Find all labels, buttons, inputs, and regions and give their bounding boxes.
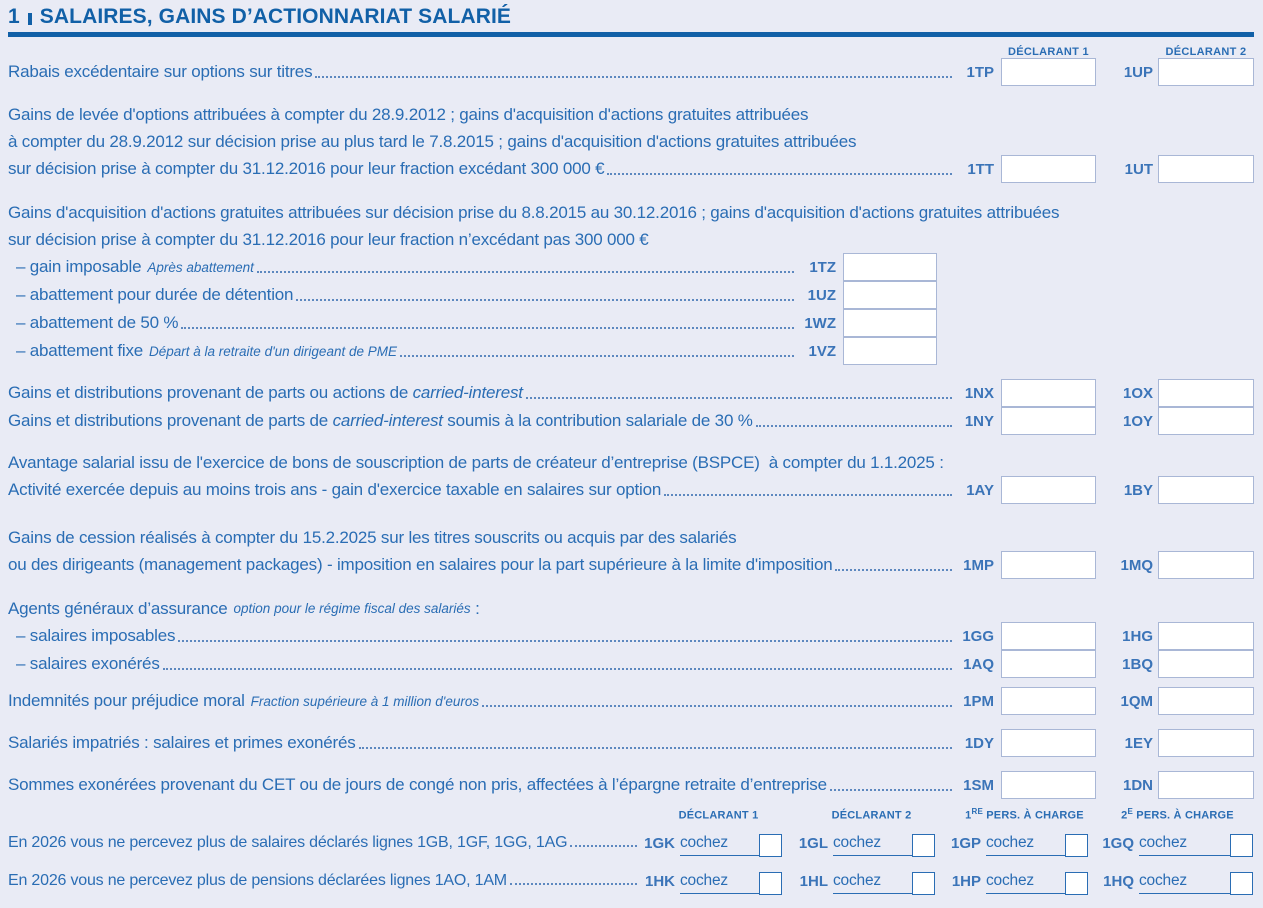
- field-code-1gg: 1GG: [962, 627, 994, 645]
- dotted-leader: [510, 883, 637, 885]
- checkbox-1hp[interactable]: [1065, 872, 1088, 895]
- field-code-1sm: 1SM: [963, 776, 994, 794]
- cochez-label: cochez: [833, 834, 881, 851]
- dotted-leader: [482, 705, 952, 707]
- dotted-leader: [315, 76, 952, 78]
- field-label: Indemnités pour préjudice moral: [8, 691, 245, 710]
- field-code-1gk: 1GK: [644, 835, 675, 852]
- cochez-label: cochez: [986, 834, 1034, 851]
- amount-box-1vz[interactable]: [843, 337, 937, 365]
- checkbox-1gk[interactable]: [759, 834, 782, 857]
- cochez-label: cochez: [1139, 872, 1187, 889]
- dotted-leader: [296, 299, 794, 301]
- amount-box-1mq[interactable]: [1158, 551, 1254, 579]
- amount-box-1wz[interactable]: [843, 309, 937, 337]
- field-code-1oy: 1OY: [1122, 412, 1153, 430]
- dotted-leader: [359, 747, 952, 749]
- checkbox-1gq[interactable]: [1230, 834, 1253, 857]
- dotted-leader: [570, 845, 637, 847]
- amount-box-1ey[interactable]: [1158, 729, 1254, 757]
- dotted-leader: [756, 425, 952, 427]
- field-row-1tp: [8, 58, 1254, 86]
- field-code-1ey: 1EY: [1124, 734, 1153, 752]
- cochez-label: cochez: [680, 872, 728, 889]
- cell-1gq: [1101, 834, 1254, 857]
- field-row-1sm: [8, 771, 1254, 799]
- field-row-1vz: [8, 337, 937, 365]
- field-label: – salaires exonérés: [16, 654, 160, 673]
- cell-1hp: [948, 872, 1101, 895]
- checkbox-1gp[interactable]: [1065, 834, 1088, 857]
- field-code-1pm: 1PM: [963, 692, 994, 710]
- field-code-1tp: 1TP: [966, 63, 994, 81]
- amount-box-1uz[interactable]: [843, 281, 937, 309]
- amount-box-1ny[interactable]: [1001, 407, 1096, 435]
- field-code-1hp: 1HP: [951, 873, 981, 890]
- amount-box-1pm[interactable]: [1001, 687, 1096, 715]
- amount-box-1gg[interactable]: [1001, 622, 1096, 650]
- amount-box-1dn[interactable]: [1158, 771, 1254, 799]
- field-row-1tt: [8, 155, 1254, 183]
- dotted-leader: [181, 327, 794, 329]
- field-row-1tz: [8, 253, 937, 281]
- bottom-column-headers: [8, 807, 1254, 822]
- amount-box-1tp[interactable]: [1001, 58, 1096, 86]
- field-row-1pm: [8, 687, 1254, 715]
- column-headers: [8, 43, 1254, 58]
- field-code-1up: 1UP: [1123, 63, 1153, 81]
- field-row-1ny: Gains et distributions provenant de parts de carried-interest soumis à la contribution salariale de 30 % 1NY 1OY: [8, 407, 1254, 435]
- carried-interest-italic: carried-interest: [412, 383, 523, 402]
- cochez-label: cochez: [833, 872, 881, 889]
- cell-1gk: [642, 834, 795, 857]
- field-code-1mq: 1MQ: [1120, 556, 1153, 574]
- checkbox-1hk[interactable]: [759, 872, 782, 895]
- bottom-header-pers1: 1RE PERS. À CHARGE: [965, 807, 1084, 822]
- cell-1hk: [642, 872, 795, 895]
- dotted-leader: [163, 668, 952, 670]
- dotted-leader: [178, 640, 952, 642]
- amount-box-1tz[interactable]: [843, 253, 937, 281]
- cochez-label: cochez: [680, 834, 728, 851]
- bottom-header-pers2: $2^E$ PERS. À CHARGE: [1121, 807, 1234, 822]
- field-row-1nx: Gains et distributions provenant de parts ou actions de carried-interest 1NX 1OX: [8, 379, 1254, 407]
- dotted-leader: [400, 355, 794, 357]
- field-label: Sommes exonérées provenant du CET ou de jours de congé non pris, affectées à l’épargne retraite d’entreprise: [8, 775, 827, 794]
- field-note-italic: Après abattement: [147, 259, 254, 275]
- paragraph-line: à compter du 28.9.2012 sur décision prise au plus tard le 7.8.2015 ; gains d'acquisition d'actions gratuites attribuées: [8, 131, 857, 151]
- amount-box-1ox[interactable]: [1158, 379, 1254, 407]
- field-code-1wz: 1WZ: [804, 314, 836, 332]
- field-row-1mp: [8, 551, 1254, 579]
- agents-heading-italic: option pour le régime fiscal des salariés: [233, 601, 471, 616]
- row-label: En 2026 vous ne percevez plus de salaires déclarés lignes 1GB, 1GF, 1GG, 1AG: [8, 834, 568, 851]
- dotted-leader: [835, 569, 952, 571]
- field-code-1hq: 1HQ: [1103, 873, 1134, 890]
- field-code-1gq: 1GQ: [1102, 835, 1134, 852]
- field-code-1uz: 1UZ: [807, 286, 836, 304]
- bottom-header-declarant2: DÉCLARANT 2: [831, 810, 912, 822]
- section-separator-bar: [28, 13, 32, 25]
- title-underline-rule: [8, 32, 1254, 37]
- declarant2-header: DÉCLARANT 2: [1165, 46, 1247, 58]
- field-code-1ut: 1UT: [1124, 160, 1153, 178]
- field-code-1nx: 1NX: [964, 384, 994, 402]
- field-code-1vz: 1VZ: [808, 342, 836, 360]
- declarant1-header: DÉCLARANT 1: [1008, 46, 1089, 58]
- amount-box-1up[interactable]: [1158, 58, 1254, 86]
- paragraph-line: sur décision prise à compter du 31.12.2016 pour leur fraction n’excédant pas 300 000 €: [8, 229, 649, 249]
- amount-box-1mp[interactable]: [1001, 551, 1096, 579]
- cochez-label: cochez: [1139, 834, 1187, 851]
- field-row-1gg: [8, 622, 1254, 650]
- checkbox-row-pensions: [8, 861, 1254, 894]
- checkbox-row-salaires: [8, 823, 1254, 856]
- field-code-1hl: 1HL: [799, 873, 828, 890]
- cell-1hl: [795, 872, 948, 895]
- field-label: ou des dirigeants (management packages) - imposition en salaires pour la part supérieure à la limite d'imposition: [8, 555, 833, 574]
- dotted-leader: [607, 173, 952, 175]
- field-note-italic: Fraction supérieure à 1 million d'euros: [250, 693, 480, 709]
- amount-box-1aq[interactable]: [1001, 650, 1096, 678]
- amount-box-1nx[interactable]: [1001, 379, 1096, 407]
- field-label: – abattement de 50 %: [16, 313, 179, 332]
- field-label: – abattement pour durée de détention: [16, 285, 294, 304]
- field-code-1ay: 1AY: [966, 481, 994, 499]
- section-number: 1: [8, 5, 20, 28]
- field-row-1wz: [8, 309, 937, 337]
- bottom-header-declarant1: DÉCLARANT 1: [678, 810, 759, 822]
- field-label: Rabais excédentaire sur options sur titres: [8, 62, 313, 81]
- row-label: En 2026 vous ne percevez plus de pensions déclarées lignes 1AO, 1AM: [8, 872, 507, 889]
- field-code-1hg: 1HG: [1122, 627, 1153, 645]
- amount-box-1tt[interactable]: [1001, 155, 1096, 183]
- field-row-1ay: [8, 476, 1254, 504]
- checkbox-1hl[interactable]: [912, 872, 935, 895]
- amount-box-1hg[interactable]: [1158, 622, 1254, 650]
- amount-box-1qm[interactable]: [1158, 687, 1254, 715]
- paragraph-line: Gains de levée d'options attribuées à compter du 28.9.2012 ; gains d'acquisition d'actions gratuites attribuées: [8, 104, 809, 124]
- field-label: Activité exercée depuis au moins trois ans - gain d'exercice taxable en salaires sur option: [8, 480, 662, 499]
- checkbox-1gl[interactable]: [912, 834, 935, 857]
- field-code-1dn: 1DN: [1122, 776, 1153, 794]
- paragraph-line: Gains d'acquisition d'actions gratuites attribuées sur décision prise du 8.8.2015 au 30.12.2016 ; gains d'acquisition d'actions gratuites attribuées: [8, 202, 1060, 222]
- field-code-1hk: 1HK: [644, 873, 675, 890]
- field-code-1qm: 1QM: [1120, 692, 1153, 710]
- amount-box-1ay[interactable]: [1001, 476, 1096, 504]
- field-code-1bq: 1BQ: [1122, 655, 1153, 673]
- dotted-leader: [257, 271, 794, 273]
- field-code-1gp: 1GP: [950, 835, 981, 852]
- field-code-1mp: 1MP: [963, 556, 994, 574]
- section-title-text: SALAIRES, GAINS D’ACTIONNARIAT SALARIÉ: [39, 5, 512, 28]
- amount-box-1ut[interactable]: [1158, 155, 1254, 183]
- amount-box-1bq[interactable]: [1158, 650, 1254, 678]
- amount-box-1sm[interactable]: [1001, 771, 1096, 799]
- field-note-italic: Départ à la retraite d'un dirigeant de PME: [149, 343, 397, 359]
- field-label: Salariés impatriés : salaires et primes exonérés: [8, 733, 356, 752]
- dotted-leader: [526, 397, 952, 399]
- field-code-1by: 1BY: [1123, 481, 1153, 499]
- cession-heading: Gains de cession réalisés à compter du 15.2.2025 sur les titres souscrits ou acquis par des salariés: [8, 527, 737, 547]
- agents-heading: Agents généraux d’assurance option pour le régime fiscal des salariés :: [8, 598, 480, 618]
- field-code-1ox: 1OX: [1122, 384, 1153, 402]
- field-row-1dy: [8, 729, 1254, 757]
- field-code-1ny: 1NY: [964, 412, 994, 430]
- field-row-1uz: [8, 281, 937, 309]
- cochez-label: cochez: [986, 872, 1034, 889]
- field-label: – abattement fixe: [16, 341, 144, 360]
- field-code-1gl: 1GL: [798, 835, 828, 852]
- field-label: – salaires imposables: [16, 626, 176, 645]
- field-code-1dy: 1DY: [964, 734, 994, 752]
- section-title: [8, 4, 1254, 30]
- carried-interest-italic: carried-interest: [332, 411, 443, 430]
- amount-box-1oy[interactable]: [1158, 407, 1254, 435]
- field-code-1tt: 1TT: [967, 160, 994, 178]
- amount-box-1by[interactable]: [1158, 476, 1254, 504]
- cell-1gl: [795, 834, 948, 857]
- field-label: – gain imposable: [16, 257, 142, 276]
- dotted-leader: [830, 789, 952, 791]
- field-code-1aq: 1AQ: [963, 655, 994, 673]
- checkbox-1hq[interactable]: [1230, 872, 1253, 895]
- dotted-leader: [664, 494, 952, 496]
- bspce-heading: Avantage salarial issu de l'exercice de bons de souscription de parts de créateur d’entreprise (BSPCE) à compter du 1.1.2025 :: [8, 452, 944, 472]
- field-code-1tz: 1TZ: [809, 258, 836, 276]
- field-label: sur décision prise à compter du 31.12.2016 pour leur fraction excédant 300 000 €: [8, 159, 605, 178]
- amount-box-1dy[interactable]: [1001, 729, 1096, 757]
- cell-1hq: [1101, 872, 1254, 895]
- field-row-1aq: [8, 650, 1254, 678]
- cell-1gp: [948, 834, 1101, 857]
